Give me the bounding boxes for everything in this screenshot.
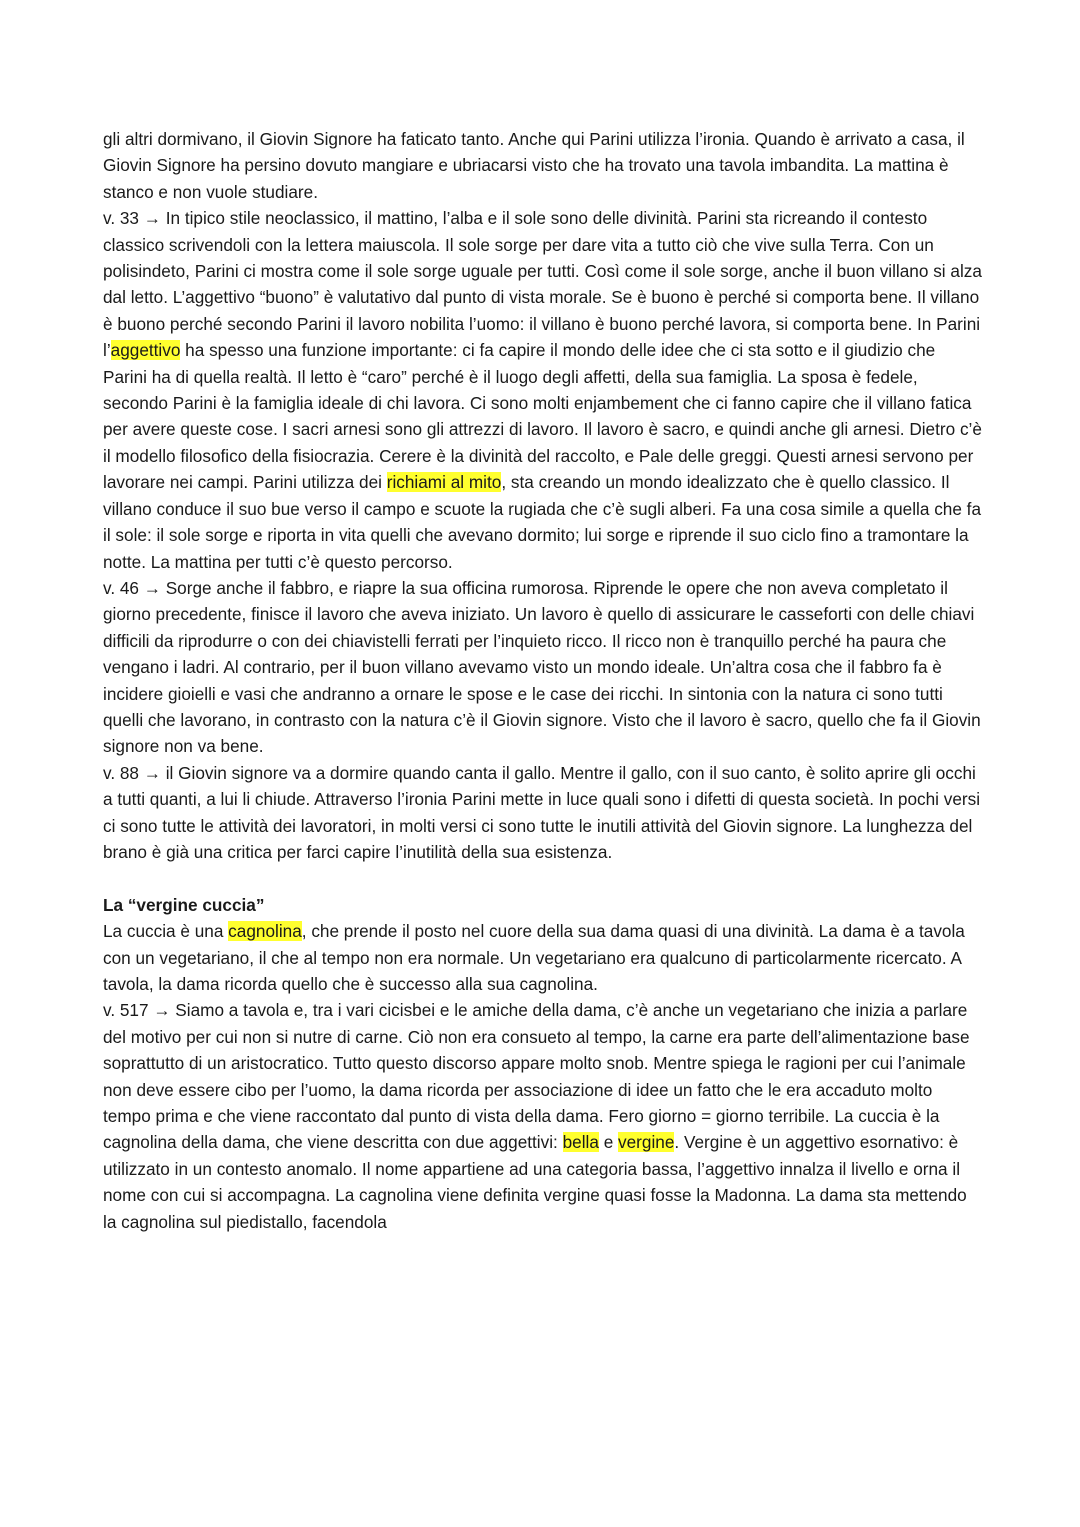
paragraph-intro: gli altri dormivano, il Giovin Signore ha faticato tanto. Anche qui Parini utilizza l’ironia. Quando è arrivato a casa, il Giovin Signore ha persino dovuto mangiare e ubriacarsi visto che ha trovato una tavola imbandita. La mattina è stanco e non vuole studiare. bbox=[103, 129, 965, 202]
document-page bbox=[103, 126, 983, 1235]
paragraph-v517: v. 517 → Siamo a tavola e, tra i vari cicisbei e le amiche della dama, c’è anche un vegetariano che inizia a parlare del motivo per cui non si nutre di carne. Ciò non era consueto al tempo, la carne era parte dell’alimentazione base soprattutto di un aristocratico. Tutto questo discorso appare molto snob. Mentre spiega le ragioni per cui l’animale non deve essere cibo per l’uomo, la dama ricorda per associazione di idee un fatto che le era accaduto molto tempo prima e che viene raccontato dal punto di vista della dama. Fero giorno = giorno terribile. La cuccia è la cagnolina della dama, che viene descritta con due aggettivi: bella e vergine. Vergine è un aggettivo esornativo: è utilizzato in un contesto anomalo. Il nome appartiene ad una categoria bassa, l’aggettivo innalza il livello e orna il nome con cui si accompagna. La cagnolina viene definita vergine quasi fosse la Madonna. La dama sta mettendo la cagnolina sul piedistallo, facendola bbox=[103, 1000, 970, 1232]
paragraph-v88: v. 88 → il Giovin signore va a dormire quando canta il gallo. Mentre il gallo, con il suo canto, è solito aprire gli occhi a tutti quanti, a lui li chiude. Attraverso l’ironia Parini mette in luce quali sono i difetti di questa società. In pochi versi ci sono tutte le attività dei lavoratori, in molti versi ci sono tutte le inutili attività del Giovin signore. La lunghezza del brano è già una critica per farci capire l’inutilità della sua esistenza. bbox=[103, 762, 981, 862]
paragraph-v46: v. 46 → Sorge anche il fabbro, e riapre la sua officina rumorosa. Riprende le opere che non aveva completato il giorno precedente, finisce il lavoro che aveva iniziato. Un lavoro è quello di assicurare le casseforti con delle chiavi difficili da riprodurre o con dei chiavistelli ferrati per l’inquieto ricco. Il ricco non è tranquillo perché ha paura che vengano i ladri. Al contrario, per il buon villano avevamo visto un mondo ideale. Un’altra cosa che il fabbro fa è incidere gioielli e vasi che andranno a ornare le spose e le case dei ricchi. In sintonia con la natura ci sono tutti quelli che lavorano, in contrasto con la natura c’è il Giovin signore. Visto che il lavoro è sacro, quello che fa il Giovin signore non va bene. bbox=[103, 577, 981, 757]
section-spacer bbox=[103, 865, 983, 891]
paragraph-cuccia-intro: La cuccia è una cagnolina, che prende il posto nel cuore della sua dama quasi di una divinità. La dama è a tavola con un vegetariano, il che al tempo non era normale. Un vegetariano era qualcuno di particolarmente ricercato. A tavola, la dama ricorda quello che è successo alla sua cagnolina. bbox=[103, 921, 965, 994]
highlight-vergine: vergine bbox=[618, 1132, 675, 1153]
highlight-richiami-al-mito: richiami al mito bbox=[386, 472, 502, 493]
highlight-aggettivo: aggettivo bbox=[110, 340, 181, 361]
highlight-cagnolina: cagnolina bbox=[228, 921, 302, 942]
highlight-bella: bella bbox=[562, 1132, 599, 1153]
section-heading: La “vergine cuccia” bbox=[103, 894, 265, 915]
paragraph-v33: v. 33 → In tipico stile neoclassico, il mattino, l’alba e il sole sono delle divinità. Parini sta ricreando il contesto classico scrivendoli con la lettera maiuscola. Il sole sorge per dare vita a tutto ciò che vive sulla Terra. Con un polisindeto, Parini ci mostra come il sole sorge uguale per tutti. Così come il sole sorge, anche il buon villano si alza dal letto. L’aggettivo “buono” è valutativo dal punto di vista morale. Se è buono è perché si comporta bene. Il villano è buono perché secondo Parini il lavoro nobilita l’uomo: il villano è buono perché lavora, si comporta bene. In Parini l’aggettivo ha spesso una funzione importante: ci fa capire il mondo delle idee che ci sta sotto e il giudizio che Parini ha di quella realtà. Il letto è “caro” perché è il luogo degli affetti, della sua famiglia. La sposa è fedele, secondo Parini è la famiglia ideale di chi lavora. Ci sono molti enjambement che ci fanno capire che il villano fatica per avere queste cose. I sacri arnesi sono gli attrezzi di lavoro. Il lavoro è sacro, e quindi anche gli arnesi. Dietro c’è il modello filosofico della fisiocrazia. Cerere è la divinità del raccolto, e Pale delle greggi. Questi arnesi servono per lavorare nei campi. Parini utilizza dei richiami al mito, sta creando un mondo idealizzato che è quello classico. Il villano conduce il suo bue verso il campo e scuote la rugiada che c’è sugli alberi. Fa una cosa simile a quella che fa il sole: il sole sorge e riporta in vita quelli che avevano dormito; lui sorge e riprende il suo ciclo fino a tramontare la notte. La mattina per tutti c’è questo percorso. bbox=[103, 208, 982, 572]
